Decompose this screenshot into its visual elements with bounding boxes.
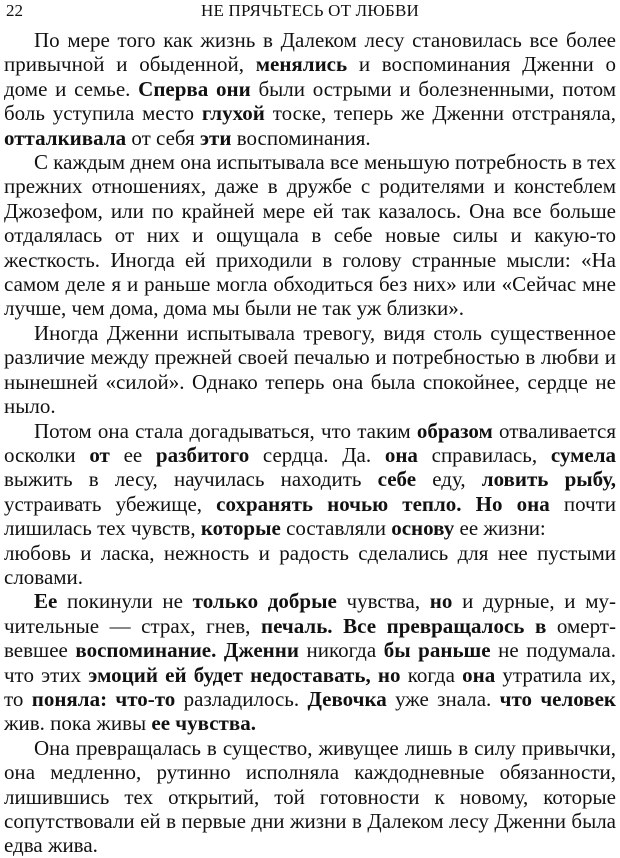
bold-text-run: она [462,662,496,687]
bold-text-run: отталкивала [4,125,127,150]
text-run: воспоминания. [231,125,371,150]
page-header [6,0,614,22]
bold-text-run: ее чувства. [151,711,256,736]
bold-text-run: сумела [550,442,616,467]
bold-text-run: воспоминание. Дженни [75,638,299,663]
bold-text-run: себе [377,467,417,492]
text-run: омертвевшее [4,613,616,663]
text-run: справилась, [417,442,551,467]
text-run: от себя [126,125,200,150]
bold-text-run: образом [416,418,493,443]
text-run: составляли [280,516,392,541]
bold-text-run: Девочка [307,686,387,711]
text-run: еду, [416,467,482,492]
paragraph-3 [4,321,616,419]
bold-text-run: поняла: что-то [31,686,176,711]
bold-text-run: Ее [34,589,58,614]
bold-text-run: глухой [201,101,265,126]
bold-text-run: Сперва они [138,76,251,101]
paragraph-4 [4,419,616,541]
text-run: когда [400,662,463,687]
bold-text-run: эмоций ей будет недоставать, но [88,662,401,687]
text-run: устраивать убежище, [4,491,217,516]
bold-text-run: она [384,442,418,467]
bold-text-run: только добрые [192,589,337,614]
text-run: отваливается осколки [4,418,616,467]
running-title: НЕ ПРЯЧЬТЕСЬ ОТ ЛЮБВИ [200,1,420,20]
bold-text-run: но [429,589,453,614]
bold-text-run: от [89,442,110,467]
paragraph-1 [4,28,616,150]
text-run: Потом она стала догадываться, что таким [34,418,417,443]
bold-text-run: сохранять ночью тепло. Но она [216,491,550,516]
text-run: утратила их, то [4,662,617,711]
text-run: уже знала. [386,686,500,711]
bold-text-run: бы раньше [383,638,491,663]
text-run: чувства, [336,589,430,614]
bold-text-run: ловить рыбу, [481,467,617,492]
text-run: были острыми и болезненными, потом боль уступила место [4,76,616,126]
text-run: выжить в лесу, научилась находить [4,467,378,492]
body-text [4,28,616,858]
text-run: Она превращалась в существо, живущее лишь в силу привычки, она медленно, рутинно исполняла каждодневные обязанности, лишившись тех открытий, той готовности к новому, которые сопутствовали ей в первые дни жизни в Далеком лесу Дженни была едва жива. [4,735,616,858]
text-run: ее жизни: [454,516,546,541]
paragraph-2 [4,150,616,321]
text-run: разладилось. [175,686,308,711]
text-run: и воспоминания Дженни о доме и семье. [4,52,616,101]
bold-text-run: печаль. Все превращалось в [261,613,547,638]
text-run: Иногда Дженни испытывала тревогу, видя столь существенное различие между прежней своей печалью и потребностью в любви и нынешней «силой». Однако теперь она была спокойнее, сердце не ныло. [4,320,616,419]
text-run: покинули не [57,589,193,614]
text-run: почти лишилась тех чувств, [4,491,616,541]
text-run: тоске, теперь же Дженни отстраняла, [264,101,616,126]
text-run: любовь и ласка, нежность и радость сделались для нее пустыми словами. [4,540,616,589]
paragraph-4-continuation [4,541,616,590]
bold-text-run: основу [391,516,455,541]
text-run: сердца. Да. [249,442,385,467]
bold-text-run: что человек [499,686,616,711]
text-run: и дурные, и мучительные — страх, гнев, [4,589,616,638]
page-number: 22 [6,1,23,20]
text-run: По мере того как жизнь в Далеком лесу становилась все более привычной и обыденной, [4,28,616,77]
bold-text-run: эти [199,125,232,150]
paragraph-6 [4,736,616,858]
bold-text-run: которые [200,516,281,541]
text-run: С каждым днем она испытывала все меньшую потребность в тех прежних отношениях, даже в дружбе с родителями и констеблем Джозефом, или по крайней мере ей так казалось. Она все больше отдалялась от них и ощущала в себе новые силы и какую-то жесткость. Иногда ей приходили в голову странные мысли: «На самом деле я и раньше могла обходиться без них» или «Сейчас мне лучше, чем дома, дома мы были не так уж близки». [4,150,616,321]
bold-text-run: разбитого [155,442,250,467]
text-run: никогда [298,638,384,663]
text-run: жив. пока живы [4,711,152,736]
bold-text-run: менялись [255,52,348,77]
text-run: не подумала. что этих [4,638,616,687]
text-run: ее [109,442,156,467]
paragraph-5 [4,589,616,735]
